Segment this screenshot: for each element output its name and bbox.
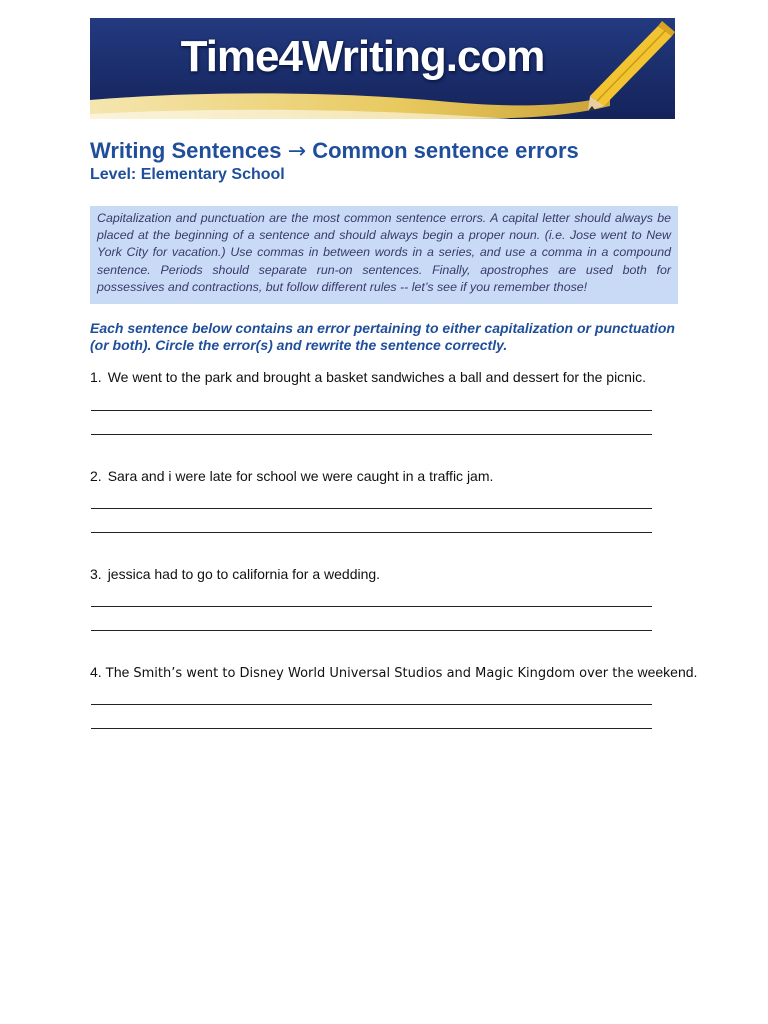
question-text: We went to the park and brought a basket sandwiches a ball and dessert for the picnic. — [107, 369, 646, 385]
title-part-2: Common sentence errors — [312, 138, 579, 163]
site-logo-text: Time4Writing.com — [180, 32, 545, 81]
answer-line[interactable] — [91, 704, 652, 705]
question-number: 4. — [90, 664, 102, 680]
answer-line[interactable] — [91, 532, 652, 533]
answer-line[interactable] — [91, 410, 652, 411]
question-number: 2. — [90, 468, 102, 484]
answer-line[interactable] — [91, 606, 652, 607]
site-banner — [90, 18, 675, 119]
answer-line[interactable] — [91, 630, 652, 631]
question-text: Sara and i were late for school we were caught in a traffic jam. — [107, 468, 494, 484]
answer-line[interactable] — [91, 508, 652, 509]
instructions-text: Each sentence below contains an error pertaining to either capitalization or punctuation (or both). Circle the error(s) and rewrite the sentence correctly. — [90, 320, 675, 353]
question-number: 3. — [90, 566, 102, 582]
question-text-end: weekend. — [637, 664, 698, 680]
question-2 — [90, 468, 493, 484]
level-subtitle: Level: Elementary School — [90, 166, 285, 183]
page-title — [90, 138, 579, 164]
title-part-1: Writing Sentences — [90, 138, 282, 163]
question-text-start: The — [105, 664, 130, 680]
question-3 — [90, 566, 380, 582]
question-4 — [90, 664, 697, 681]
question-number: 1. — [90, 369, 102, 385]
question-text: jessica had to go to california for a wedding. — [107, 566, 381, 582]
arrow-right-icon: → — [287, 139, 307, 164]
answer-line[interactable] — [91, 434, 652, 435]
question-1 — [90, 369, 646, 385]
answer-line[interactable] — [91, 728, 652, 729]
intro-box: Capitalization and punctuation are the most common sentence errors. A capital letter should always be placed at the beginning of a sentence and should always begin a proper noun. (i.e. Jose went to New York City for vacation.) Use commas in between words in a series, and use a comma in a compound sentence. Periods should separate run-on sentences. Finally, apostrophes are used both for possessives and contractions, but follow different rules -- let’s see if you remember those! — [90, 206, 678, 304]
question-text-middle: Smith’s went to Disney World Universal Studios and Magic Kingdom over the — [133, 666, 634, 681]
